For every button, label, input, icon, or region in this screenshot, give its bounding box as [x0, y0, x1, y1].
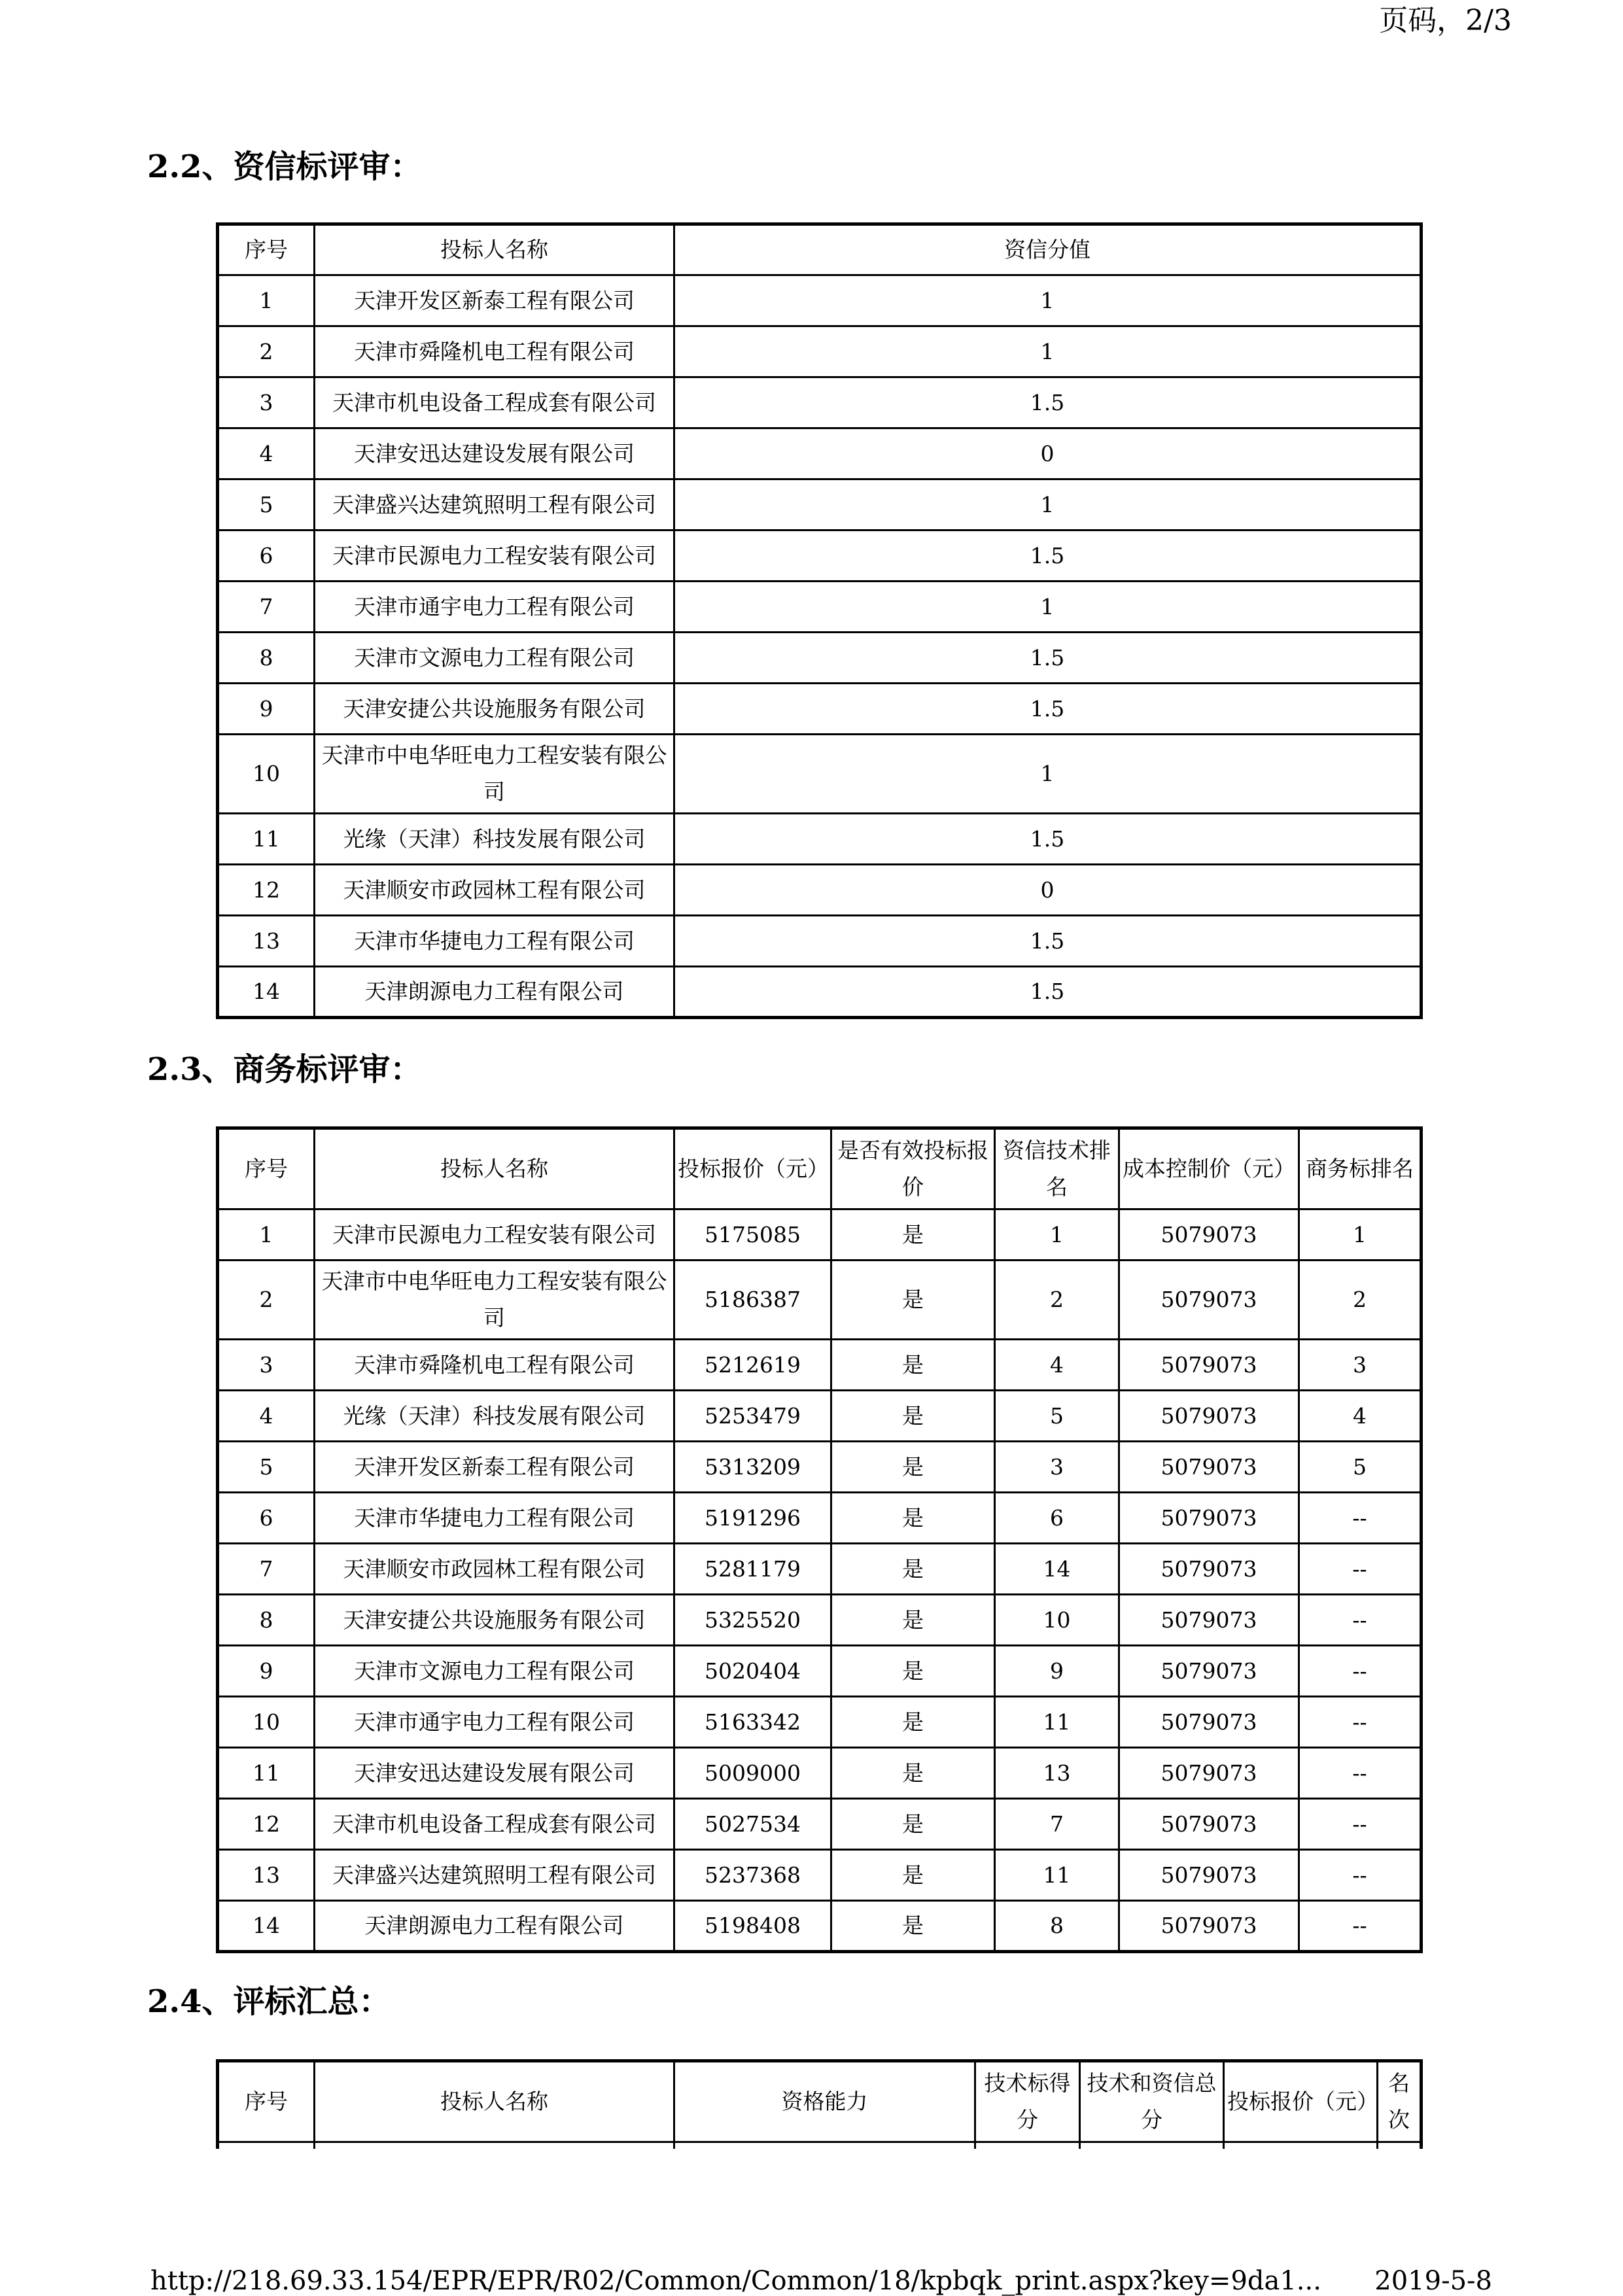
table-cell: 是	[831, 1209, 995, 1261]
table-row	[218, 967, 1422, 1018]
table-cell: 是	[831, 1697, 995, 1748]
table-cell: 1.5	[674, 916, 1422, 967]
table-row	[218, 735, 1422, 814]
business-review-table	[216, 1126, 1423, 1953]
table-cell: --	[1299, 1901, 1422, 1952]
table-cell: 2	[218, 1261, 315, 1340]
table-cell: 5191296	[674, 1493, 831, 1544]
header-cell: 投标报价（元）	[674, 1128, 831, 1209]
table-cell: 是	[831, 1493, 995, 1544]
bidder-name-cell: 天津市中电华旺电力工程安装有限公司	[315, 735, 674, 814]
table-cell: 1	[995, 1209, 1119, 1261]
table-row	[218, 275, 1422, 326]
table-cell: 5079073	[1119, 1646, 1299, 1697]
table-cell: 5253479	[674, 1391, 831, 1442]
table-cell: 14	[995, 1544, 1119, 1595]
table-cell: 14	[218, 1901, 315, 1952]
table-cell: 3	[218, 377, 315, 428]
table-cell: 1.5	[674, 814, 1422, 865]
table-cell: 10	[218, 735, 315, 814]
table-cell: 是	[831, 1748, 995, 1799]
table-cell: 6	[218, 1493, 315, 1544]
table-cell: 5079073	[1119, 1442, 1299, 1493]
table-cell: 11	[218, 1748, 315, 1799]
table-row	[218, 479, 1422, 531]
table-cell: 1	[674, 275, 1422, 326]
table-cell: 8	[995, 1901, 1119, 1952]
table-cell: 5	[218, 1442, 315, 1493]
table-cell: 8	[218, 1595, 315, 1646]
bidder-name-cell: 天津盛兴达建筑照明工程有限公司	[315, 1850, 674, 1901]
bidder-name-cell: 天津安迅达建设发展有限公司	[315, 428, 674, 479]
header-cell: 名次	[1378, 2061, 1422, 2142]
table-cell: --	[1299, 1493, 1422, 1544]
bidder-name-cell: 天津市民源电力工程安装有限公司	[315, 531, 674, 582]
table-cell: 5009000	[674, 1748, 831, 1799]
credit-review-table	[216, 222, 1423, 1019]
header-cell: 序号	[218, 2061, 315, 2142]
table-row	[218, 916, 1422, 967]
bidder-name-cell: 天津顺安市政园林工程有限公司	[315, 865, 674, 916]
table-cell: 1.5	[674, 633, 1422, 684]
table-cell: 5281179	[674, 1544, 831, 1595]
bidder-name-cell: 天津市中电华旺电力工程安装有限公司	[315, 1261, 674, 1340]
table-cell: 是	[831, 1799, 995, 1850]
table-cell: 5079073	[1119, 1901, 1299, 1952]
bidder-name-cell: 天津市华捷电力工程有限公司	[315, 1493, 674, 1544]
table-cell: 是	[831, 1261, 995, 1340]
bidder-name-cell: 天津市舜隆机电工程有限公司	[315, 326, 674, 377]
table-cell: 5079073	[1119, 1799, 1299, 1850]
table-header-row	[218, 224, 1422, 275]
table-cell: 2	[995, 1261, 1119, 1340]
table-header-row	[218, 1128, 1422, 1209]
table-row	[218, 814, 1422, 865]
table-cell: 5198408	[674, 1901, 831, 1952]
table-cell: 5079073	[1119, 1850, 1299, 1901]
table-row	[218, 582, 1422, 633]
table-cell: 5079073	[1119, 1493, 1299, 1544]
bidder-name-cell: 光缘（天津）科技发展有限公司	[315, 1391, 674, 1442]
page-number: 页码，2/3	[1379, 4, 1512, 37]
table-cell: --	[1299, 1697, 1422, 1748]
table-cell: 5313209	[674, 1442, 831, 1493]
table-cell: 5079073	[1119, 1697, 1299, 1748]
bidder-name-cell: 天津安捷公共设施服务有限公司	[315, 1595, 674, 1646]
table-row	[218, 1799, 1422, 1850]
table-cell: 1	[674, 326, 1422, 377]
table-cell: 5175085	[674, 1209, 831, 1261]
header-cell: 是否有效投标报价	[831, 1128, 995, 1209]
table-cell: 是	[831, 1442, 995, 1493]
table-cell: 5079073	[1119, 1748, 1299, 1799]
bidder-name-cell: 天津朗源电力工程有限公司	[315, 967, 674, 1018]
bidder-name-cell: 天津市机电设备工程成套有限公司	[315, 1799, 674, 1850]
table-cell: 4	[218, 1391, 315, 1442]
table-row	[218, 377, 1422, 428]
bidder-name-cell: 天津市文源电力工程有限公司	[315, 633, 674, 684]
table-cell: 12	[218, 865, 315, 916]
table-row	[218, 1595, 1422, 1646]
table-cell: 1	[1299, 1209, 1422, 1261]
table-cell: 1	[674, 479, 1422, 531]
bidder-name-cell: 天津市通宇电力工程有限公司	[315, 582, 674, 633]
table-cell: 5079073	[1119, 1544, 1299, 1595]
bidder-name-cell: 天津市通宇电力工程有限公司	[315, 1697, 674, 1748]
bidder-name-cell: 天津安迅达建设发展有限公司	[315, 1748, 674, 1799]
table-cell: 9	[218, 684, 315, 735]
table-row	[218, 1646, 1422, 1697]
table-cell: 4	[218, 428, 315, 479]
table-row	[218, 1261, 1422, 1340]
header-cell: 技术和资信总分	[1080, 2061, 1224, 2142]
table-cell: 5027534	[674, 1799, 831, 1850]
table-cell: 11	[218, 814, 315, 865]
header-cell: 投标人名称	[315, 2061, 674, 2142]
table-cell: 是	[831, 1850, 995, 1901]
header-cell: 资信技术排名	[995, 1128, 1119, 1209]
table-cell: 14	[218, 967, 315, 1018]
header-cell: 技术标得分	[975, 2061, 1080, 2142]
table-cell: 0	[674, 428, 1422, 479]
bidder-name-cell: 天津市文源电力工程有限公司	[315, 1646, 674, 1697]
table-cell: 5020404	[674, 1646, 831, 1697]
credit-review-title: 2.2、资信标评审：	[147, 148, 422, 185]
table-cell: 11	[995, 1697, 1119, 1748]
table-cell: 2	[218, 326, 315, 377]
table-cell: --	[1299, 1748, 1422, 1799]
table-cell: 是	[831, 1595, 995, 1646]
table-row	[218, 1340, 1422, 1391]
table-cell: 0	[674, 865, 1422, 916]
table-cell: 9	[218, 1646, 315, 1697]
table-row	[218, 1442, 1422, 1493]
table-row	[218, 1850, 1422, 1901]
table-cell: --	[1299, 1544, 1422, 1595]
table-cell: 7	[218, 1544, 315, 1595]
footer-url: http://218.69.33.154/EPR/EPR/R02/Common/Common/18/kpbqk_print.aspx?key=9da1...	[150, 2266, 1321, 2296]
table-cell: 5079073	[1119, 1595, 1299, 1646]
table-cell: 12	[218, 1799, 315, 1850]
table-cell: 5186387	[674, 1261, 831, 1340]
header-cell: 序号	[218, 1128, 315, 1209]
bidder-name-cell: 天津盛兴达建筑照明工程有限公司	[315, 479, 674, 531]
table-cell: 是	[831, 1340, 995, 1391]
table-row	[218, 1544, 1422, 1595]
table-cell: 5079073	[1119, 1209, 1299, 1261]
table-cell: 4	[1299, 1391, 1422, 1442]
bidder-name-cell: 天津开发区新泰工程有限公司	[315, 275, 674, 326]
business-review-title: 2.3、商务标评审：	[147, 1051, 422, 1088]
table-cell: 1	[218, 275, 315, 326]
table-cell: 9	[995, 1646, 1119, 1697]
table-cell: 2	[1299, 1261, 1422, 1340]
table-cell: 10	[995, 1595, 1119, 1646]
table-row	[218, 1697, 1422, 1748]
footer-date: 2019-5-8	[1374, 2266, 1492, 2296]
table-cell: 5163342	[674, 1697, 831, 1748]
table-row	[218, 428, 1422, 479]
table-cell: 5079073	[1119, 1391, 1299, 1442]
table-cell: --	[1299, 1646, 1422, 1697]
table-cell: 5	[218, 479, 315, 531]
bidder-name-cell: 天津市机电设备工程成套有限公司	[315, 377, 674, 428]
table-row	[218, 633, 1422, 684]
table-row	[218, 1391, 1422, 1442]
header-cell: 资格能力	[674, 2061, 975, 2142]
header-cell: 资信分值	[674, 224, 1422, 275]
table-cell: --	[1299, 1850, 1422, 1901]
table-cell: 是	[831, 1901, 995, 1952]
table-cell: 3	[995, 1442, 1119, 1493]
table-cell: 11	[995, 1850, 1119, 1901]
table-cell: 5237368	[674, 1850, 831, 1901]
table-cell: 1.5	[674, 377, 1422, 428]
table-row	[218, 865, 1422, 916]
table-cell: 4	[995, 1340, 1119, 1391]
table-cell: 3	[218, 1340, 315, 1391]
bidder-name-cell: 天津市华捷电力工程有限公司	[315, 916, 674, 967]
table-cell: 5079073	[1119, 1340, 1299, 1391]
summary-table	[216, 2059, 1423, 2149]
bidder-name-cell: 光缘（天津）科技发展有限公司	[315, 814, 674, 865]
table-cell: --	[1299, 1595, 1422, 1646]
header-cell: 序号	[218, 224, 315, 275]
bidder-name-cell: 天津安捷公共设施服务有限公司	[315, 684, 674, 735]
table-cell: 5325520	[674, 1595, 831, 1646]
table-cell: 6	[218, 531, 315, 582]
table-cell: 1	[218, 1209, 315, 1261]
table-row	[218, 684, 1422, 735]
table-cell: 是	[831, 1646, 995, 1697]
table-row	[218, 531, 1422, 582]
table-cell: 13	[995, 1748, 1119, 1799]
table-cell: 5212619	[674, 1340, 831, 1391]
bidder-name-cell: 天津市舜隆机电工程有限公司	[315, 1340, 674, 1391]
table-cell: 3	[1299, 1340, 1422, 1391]
table-header-row	[218, 2061, 1422, 2142]
table-cell: 是	[831, 1391, 995, 1442]
table-cell: 13	[218, 916, 315, 967]
table-row	[218, 1901, 1422, 1952]
table-cell: 5	[995, 1391, 1119, 1442]
table-cell: 1	[674, 582, 1422, 633]
table-cell: --	[1299, 1799, 1422, 1850]
table-cell: 1	[674, 735, 1422, 814]
table-cell: 7	[995, 1799, 1119, 1850]
header-cell: 商务标排名	[1299, 1128, 1422, 1209]
table-cell: 7	[218, 582, 315, 633]
bidder-name-cell: 天津市民源电力工程安装有限公司	[315, 1209, 674, 1261]
header-cell: 投标人名称	[315, 224, 674, 275]
table-cell: 10	[218, 1697, 315, 1748]
table-cell: 5079073	[1119, 1261, 1299, 1340]
table-cell: 1.5	[674, 967, 1422, 1018]
bidder-name-cell: 天津开发区新泰工程有限公司	[315, 1442, 674, 1493]
table-cell: 8	[218, 633, 315, 684]
table-cell: 是	[831, 1544, 995, 1595]
table-row	[218, 1209, 1422, 1261]
table-row-partial	[218, 2142, 1422, 2149]
header-cell: 投标报价（元）	[1224, 2061, 1378, 2142]
header-cell: 成本控制价（元）	[1119, 1128, 1299, 1209]
table-cell: 5	[1299, 1442, 1422, 1493]
table-row	[218, 326, 1422, 377]
table-cell: 6	[995, 1493, 1119, 1544]
table-row	[218, 1493, 1422, 1544]
table-cell: 1.5	[674, 531, 1422, 582]
header-cell: 投标人名称	[315, 1128, 674, 1209]
table-cell: 1.5	[674, 684, 1422, 735]
table-row	[218, 1748, 1422, 1799]
bidder-name-cell: 天津顺安市政园林工程有限公司	[315, 1544, 674, 1595]
summary-title: 2.4、评标汇总：	[147, 1983, 391, 2020]
bidder-name-cell: 天津朗源电力工程有限公司	[315, 1901, 674, 1952]
table-cell: 13	[218, 1850, 315, 1901]
